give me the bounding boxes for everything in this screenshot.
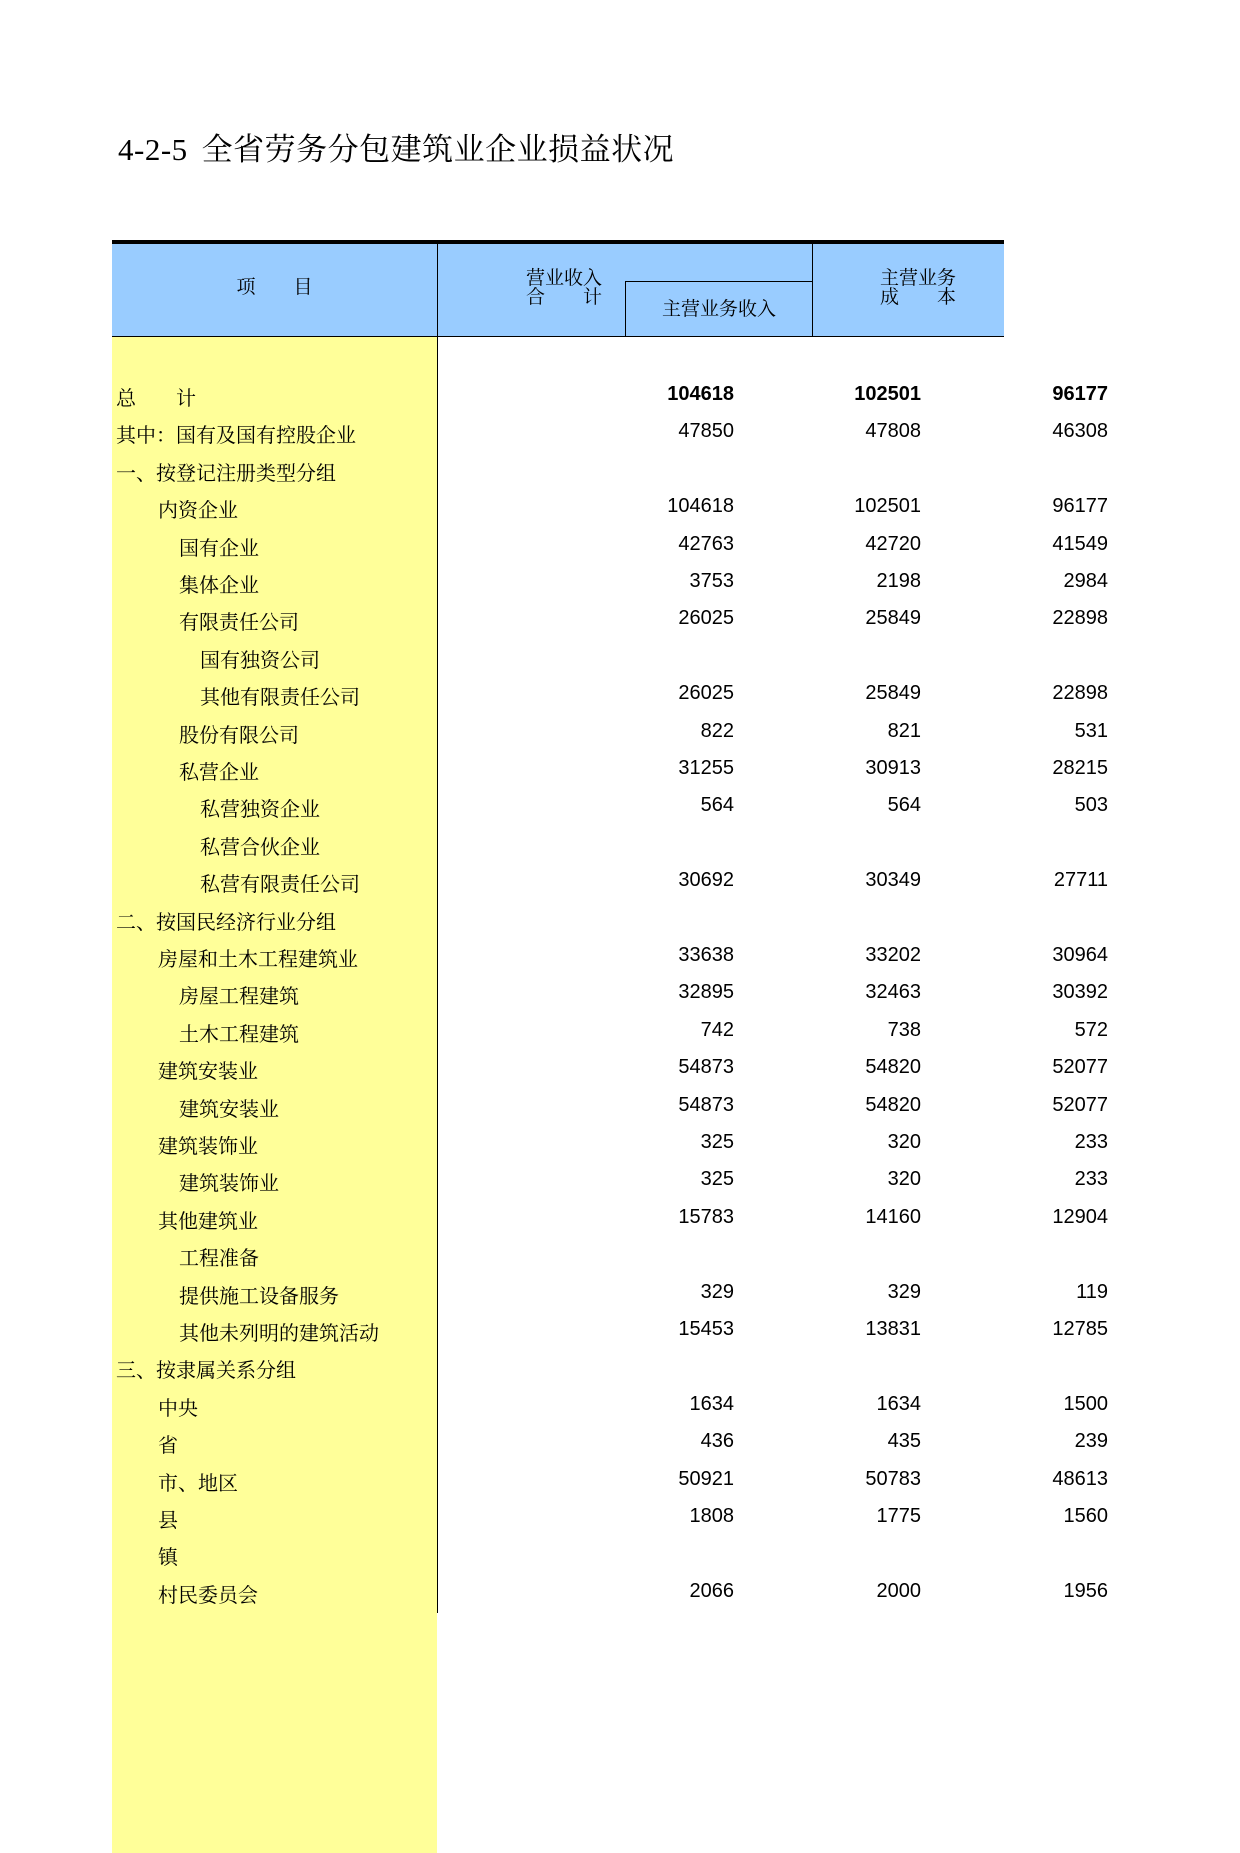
revenue-total-cell: 1808 <box>689 1505 734 1527</box>
table-row <box>112 938 1108 975</box>
main-cost-cell: 1956 <box>1063 1579 1108 1602</box>
revenue-total-cell: 742 <box>700 1018 734 1041</box>
main-cost-cell: 2984 <box>1063 570 1108 592</box>
row-label: 国有独资公司 <box>200 647 320 672</box>
table-row <box>112 1424 1108 1461</box>
main-revenue-cell: 25849 <box>865 607 921 630</box>
main-revenue-cell: 42720 <box>865 532 921 555</box>
table-row <box>112 489 1108 526</box>
revenue-total-cell: 54873 <box>678 1056 734 1079</box>
main-cost-cell: 531 <box>1074 719 1108 742</box>
main-cost-cell: 233 <box>1074 1131 1108 1153</box>
table-header <box>112 244 1004 337</box>
row-label: 工程准备 <box>179 1246 259 1271</box>
main-cost-cell: 1500 <box>1063 1392 1108 1415</box>
revenue-total-cell: 15453 <box>678 1318 734 1340</box>
main-revenue-cell: 25849 <box>865 682 921 705</box>
row-label: 二、按国民经济行业分组 <box>116 909 336 934</box>
header-main-revenue: 主营业务收入 <box>661 298 776 320</box>
row-label: 一、按登记注册类型分组 <box>116 460 336 485</box>
main-cost-cell: 96177 <box>1052 383 1108 405</box>
main-cost-cell: 22898 <box>1052 682 1108 705</box>
table-row <box>112 601 1108 638</box>
main-revenue-cell: 32463 <box>865 981 921 1004</box>
table-row <box>112 1462 1108 1499</box>
main-cost-cell: 233 <box>1074 1168 1108 1191</box>
row-label: 集体企业 <box>179 573 259 597</box>
table-row <box>112 1349 1004 1386</box>
main-revenue-cell: 33202 <box>865 944 921 966</box>
row-label: 房屋工程建筑 <box>179 984 299 1009</box>
main-cost-cell: 48613 <box>1052 1467 1108 1490</box>
row-label: 市、地区 <box>158 1470 238 1495</box>
row-label: 有限责任公司 <box>179 610 299 635</box>
revenue-total-cell: 33638 <box>678 944 734 966</box>
revenue-total-cell: 54873 <box>678 1093 734 1116</box>
main-cost-cell: 30392 <box>1052 981 1108 1004</box>
main-revenue-cell: 435 <box>887 1430 921 1453</box>
table-row <box>112 1574 1108 1611</box>
revenue-total-cell: 2066 <box>689 1579 734 1602</box>
main-revenue-cell: 738 <box>887 1018 921 1041</box>
header-revenue-line2: 合 计 <box>525 286 602 308</box>
table-row <box>112 1050 1108 1087</box>
main-revenue-cell: 2198 <box>876 570 921 592</box>
header-divider-2 <box>625 281 626 337</box>
main-cost-cell: 28215 <box>1052 757 1108 779</box>
revenue-total-cell: 47850 <box>678 420 734 443</box>
row-label: 中央 <box>158 1395 198 1420</box>
table-title-text: 全省劳务分包建筑业企业损益状况 <box>201 132 675 168</box>
row-label: 其他有限责任公司 <box>200 685 360 710</box>
table-row <box>112 414 1108 451</box>
table-row <box>112 564 1108 601</box>
main-revenue-cell: 1775 <box>876 1505 921 1527</box>
row-label: 县 <box>158 1508 178 1532</box>
row-label: 私营有限责任公司 <box>200 872 360 897</box>
table-row <box>112 377 1108 414</box>
main-revenue-cell: 47808 <box>865 420 921 443</box>
row-label: 建筑安装业 <box>179 1096 279 1121</box>
row-label: 土木工程建筑 <box>179 1021 299 1046</box>
row-label: 内资企业 <box>158 498 238 523</box>
header-item: 项 目 <box>236 276 313 298</box>
table-row <box>112 1125 1108 1162</box>
revenue-total-cell: 564 <box>700 794 734 817</box>
table-row <box>112 676 1108 713</box>
row-label: 私营合伙企业 <box>200 834 320 859</box>
row-label: 股份有限公司 <box>179 722 299 747</box>
table-row <box>112 1536 1004 1573</box>
table-row <box>112 826 1004 863</box>
table-row <box>112 1275 1108 1312</box>
table-row <box>112 788 1108 825</box>
table-row <box>112 527 1108 564</box>
row-label: 国有企业 <box>179 535 259 560</box>
revenue-total-cell: 3753 <box>689 570 734 592</box>
table-row <box>112 1200 1108 1237</box>
revenue-total-cell: 50921 <box>678 1467 734 1490</box>
main-cost-cell: 52077 <box>1052 1093 1108 1116</box>
revenue-total-cell: 26025 <box>678 607 734 630</box>
main-cost-cell: 1560 <box>1063 1505 1108 1527</box>
main-cost-cell: 30964 <box>1052 944 1108 966</box>
table-row <box>112 863 1108 900</box>
revenue-total-cell: 30692 <box>678 869 734 892</box>
table-row <box>112 1088 1108 1125</box>
table-row <box>112 1237 1004 1274</box>
main-revenue-cell: 30349 <box>865 869 921 892</box>
main-cost-cell: 119 <box>1076 1280 1108 1303</box>
revenue-total-cell: 31255 <box>678 757 734 779</box>
row-label: 省 <box>158 1433 178 1458</box>
main-cost-cell: 503 <box>1074 794 1108 817</box>
row-label: 私营企业 <box>179 760 259 784</box>
main-cost-cell: 572 <box>1074 1018 1108 1041</box>
table-row <box>112 901 1004 938</box>
table-row <box>112 751 1108 788</box>
row-label: 镇 <box>158 1545 178 1570</box>
revenue-total-cell: 26025 <box>678 682 734 705</box>
main-cost-cell: 27711 <box>1053 869 1108 892</box>
table-row <box>112 1387 1108 1424</box>
main-cost-cell: 52077 <box>1052 1056 1108 1079</box>
header-revenue-line1: 营业收入 <box>525 267 602 289</box>
main-revenue-cell: 1634 <box>876 1392 921 1415</box>
main-cost-cell: 41549 <box>1052 532 1108 555</box>
header-cost-line1: 主营业务 <box>879 267 956 289</box>
header-cost-line2: 成 本 <box>879 286 956 308</box>
header-divider-1 <box>437 244 438 337</box>
revenue-total-cell: 325 <box>700 1131 734 1153</box>
main-revenue-cell: 50783 <box>865 1467 921 1490</box>
revenue-total-cell: 15783 <box>678 1205 734 1228</box>
main-revenue-cell: 14160 <box>865 1205 921 1228</box>
main-revenue-cell: 102501 <box>854 383 921 405</box>
row-label: 其中：国有及国有控股企业 <box>116 423 356 448</box>
main-revenue-cell: 320 <box>887 1168 921 1191</box>
row-label: 其他建筑业 <box>158 1208 258 1233</box>
revenue-total-cell: 329 <box>700 1280 734 1303</box>
revenue-total-cell: 325 <box>700 1168 734 1191</box>
revenue-total-cell: 104618 <box>667 495 734 518</box>
row-label: 提供施工设备服务 <box>179 1283 339 1308</box>
table-row <box>112 639 1004 676</box>
main-cost-cell: 12785 <box>1052 1318 1108 1340</box>
revenue-total-cell: 436 <box>700 1430 734 1453</box>
main-cost-cell: 46308 <box>1052 420 1108 443</box>
row-label: 三、按隶属关系分组 <box>116 1358 296 1383</box>
table-row <box>112 714 1108 751</box>
table-row <box>112 975 1108 1012</box>
table-row <box>112 1162 1108 1199</box>
row-label: 私营独资企业 <box>200 797 320 822</box>
main-revenue-cell: 564 <box>887 794 921 817</box>
table-row <box>112 1499 1108 1536</box>
main-revenue-cell: 54820 <box>865 1056 921 1079</box>
revenue-total-cell: 42763 <box>678 532 734 555</box>
table-row <box>112 1013 1108 1050</box>
revenue-total-cell: 32895 <box>678 981 734 1004</box>
main-revenue-cell: 821 <box>887 719 921 742</box>
main-revenue-cell: 102501 <box>854 495 921 518</box>
row-label: 建筑装饰业 <box>179 1171 279 1196</box>
table-code: 4-2-5 <box>118 132 188 167</box>
header-subline <box>625 281 812 282</box>
table-row <box>112 1312 1108 1349</box>
main-cost-cell: 96177 <box>1052 495 1108 518</box>
row-label: 总 计 <box>116 386 196 410</box>
table-row <box>112 452 1004 489</box>
row-label: 建筑装饰业 <box>158 1134 258 1158</box>
main-cost-cell: 239 <box>1074 1430 1108 1453</box>
revenue-total-cell: 104618 <box>667 383 734 405</box>
main-cost-cell: 12904 <box>1052 1205 1108 1228</box>
page-title <box>118 124 674 169</box>
main-revenue-cell: 13831 <box>865 1318 921 1340</box>
row-label: 建筑安装业 <box>158 1059 258 1084</box>
row-label: 房屋和土木工程建筑业 <box>158 947 358 971</box>
main-revenue-cell: 54820 <box>865 1093 921 1116</box>
main-revenue-cell: 320 <box>887 1131 921 1153</box>
row-label: 村民委员会 <box>158 1582 258 1607</box>
row-label: 其他未列明的建筑活动 <box>179 1321 379 1345</box>
main-cost-cell: 22898 <box>1052 607 1108 630</box>
revenue-total-cell: 1634 <box>689 1392 734 1415</box>
main-revenue-cell: 30913 <box>865 757 921 779</box>
main-revenue-cell: 2000 <box>876 1579 921 1602</box>
main-revenue-cell: 329 <box>887 1280 921 1303</box>
header-divider-3 <box>812 244 813 337</box>
revenue-total-cell: 822 <box>700 719 734 742</box>
